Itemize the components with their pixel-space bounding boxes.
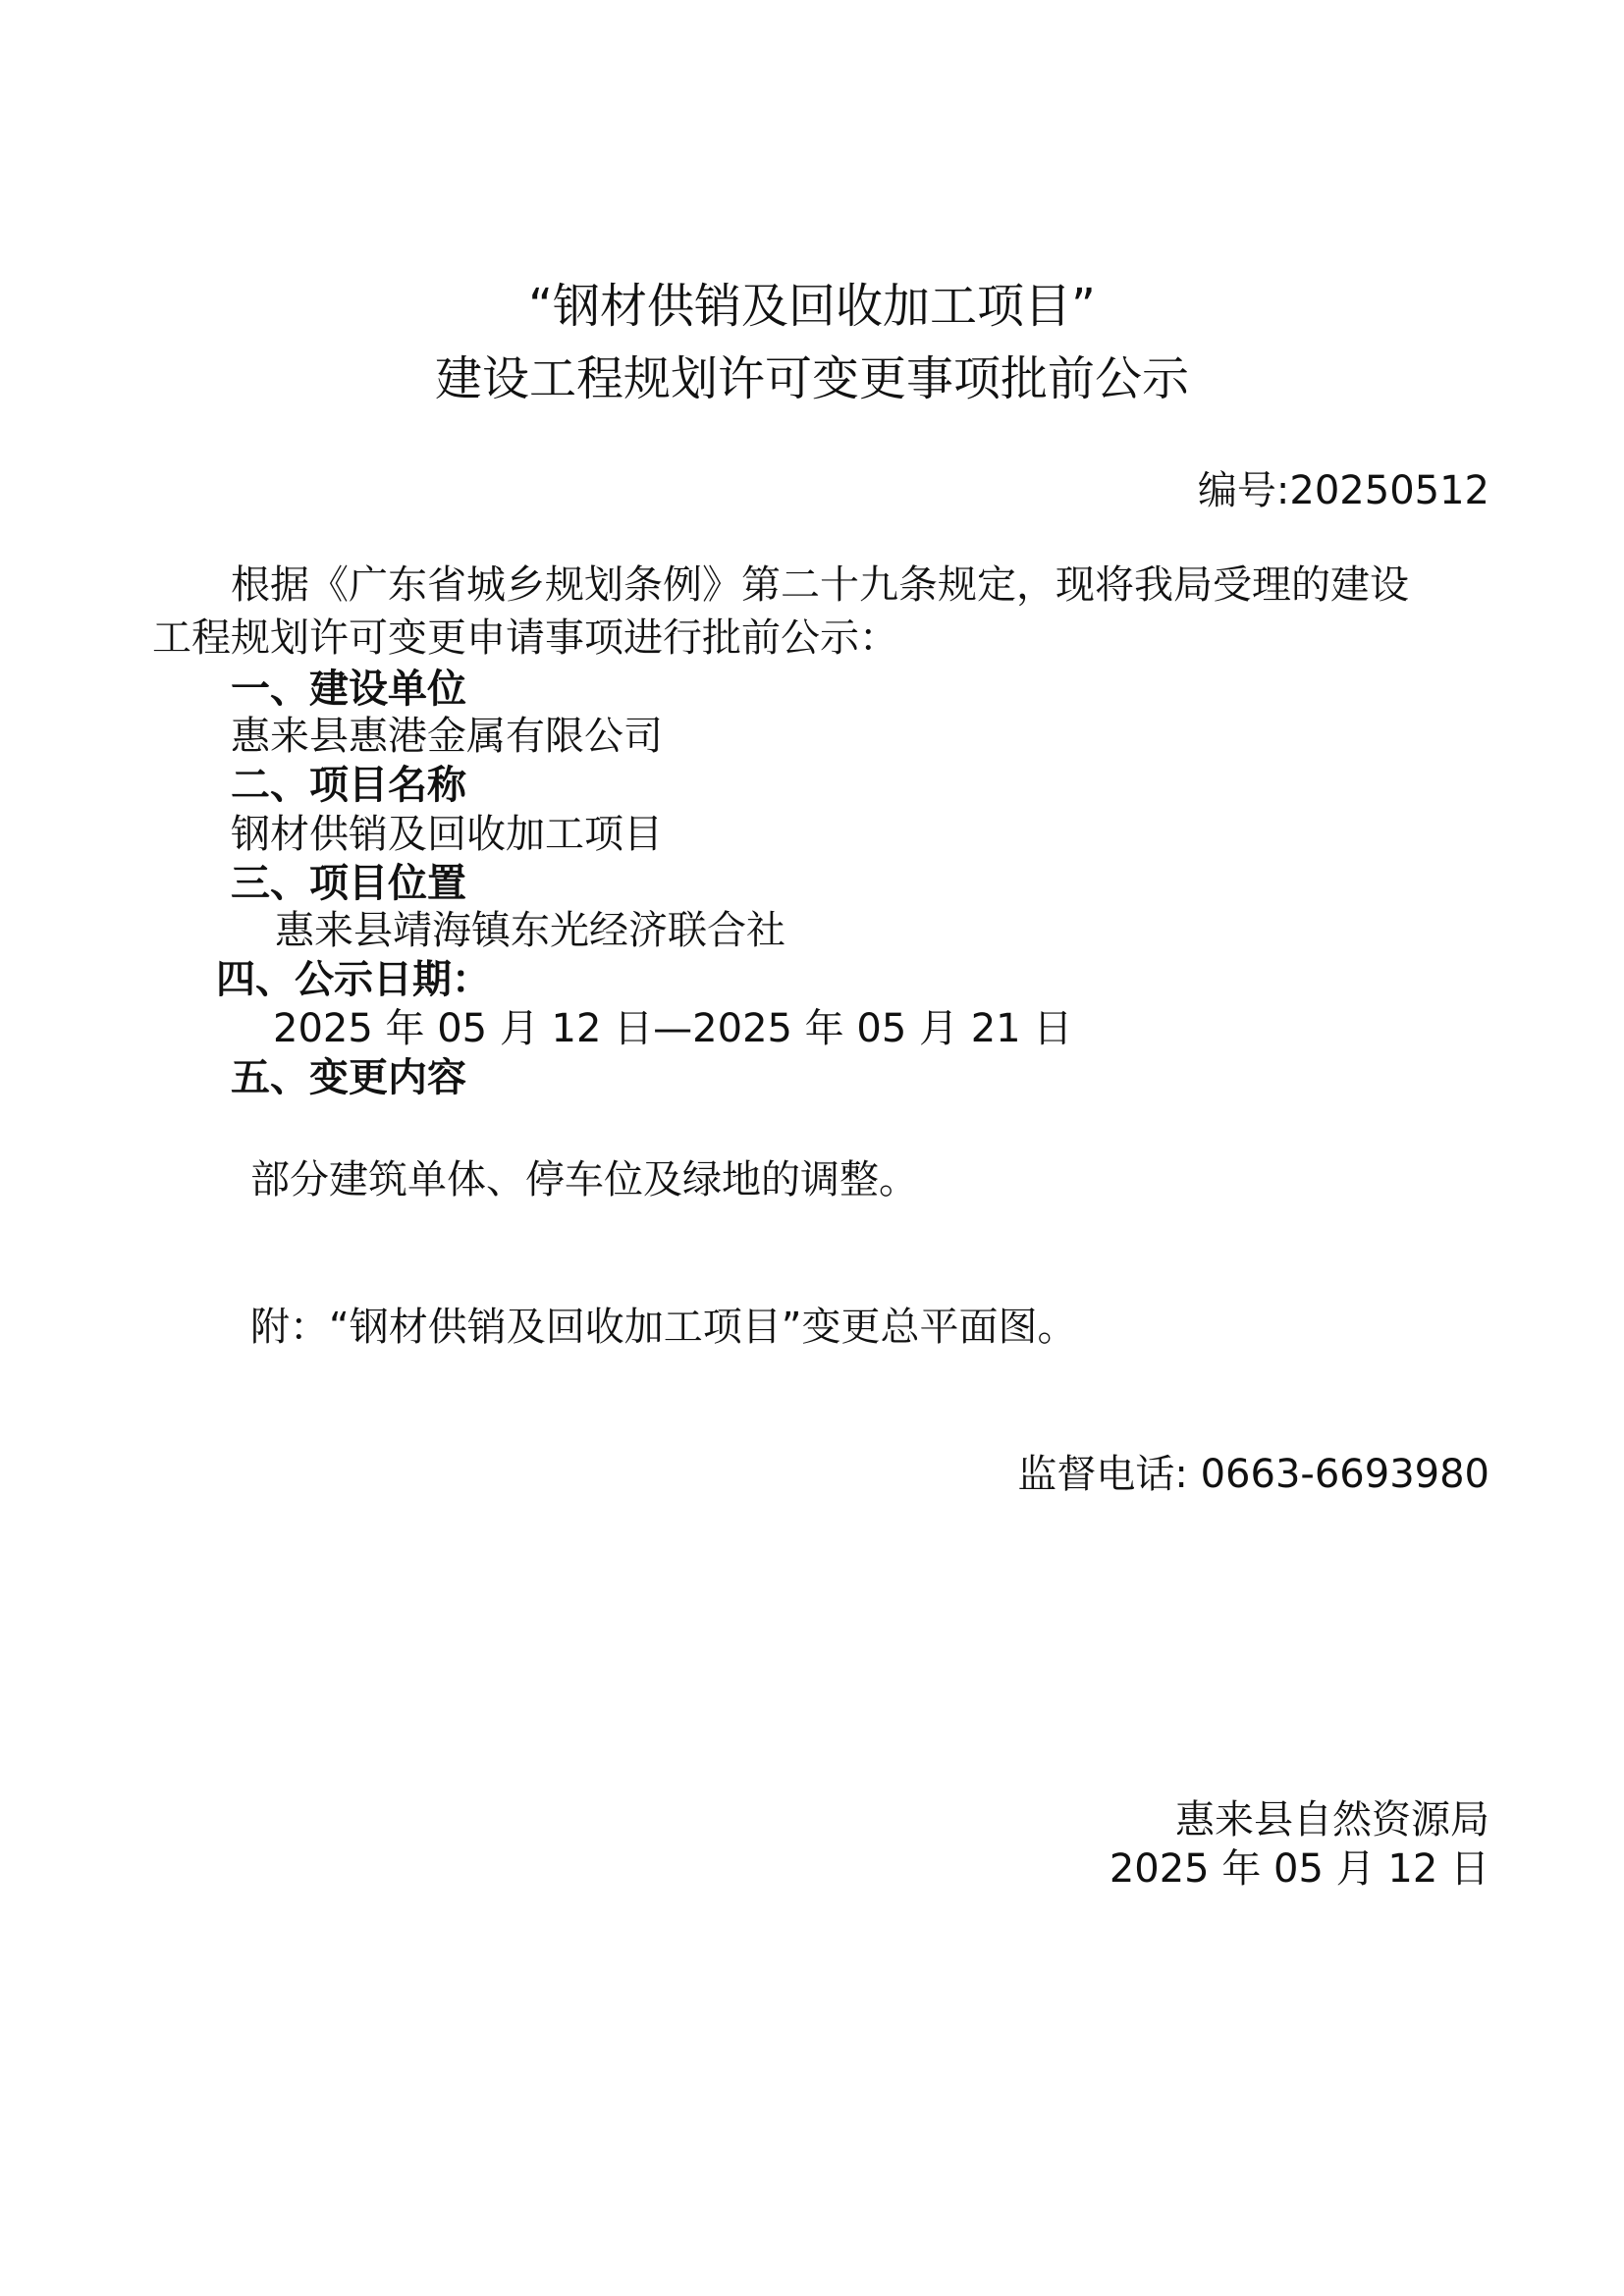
section-heading-change: 五、变更内容 [231,1055,466,1100]
intro-line-1: 根据《广东省城乡规划条例》第二十九条规定，现将我局受理的建设 [231,562,1409,608]
section-value-period: 2025 年 05 月 12 日—2025 年 05 月 21 日 [273,1006,1073,1051]
section-value-unit: 惠来县惠港金属有限公司 [231,714,663,759]
section-heading-project-name: 二、项目名称 [231,763,466,808]
section-value-location: 惠来县靖海镇东光经济联合社 [275,908,785,953]
intro-line-2: 工程规划许可变更申请事项进行批前公示： [152,615,898,661]
title-line-2: 建设工程规划许可变更事项批前公示 [434,351,1189,406]
issuing-authority: 惠来县自然资源局 [1175,1797,1489,1842]
attachment-note: 附：“钢材供销及回收加工项目”变更总平面图。 [250,1305,1077,1350]
section-heading-unit: 一、建设单位 [231,667,466,712]
section-heading-location: 三、项目位置 [231,861,466,906]
title-line-1: “钢材供销及回收加工项目” [528,279,1096,334]
section-value-project-name: 钢材供销及回收加工项目 [231,812,663,857]
issue-date: 2025 年 05 月 12 日 [1109,1846,1489,1892]
section-value-change: 部分建筑单体、停车位及绿地的调整。 [250,1157,918,1202]
serial-number: 编号:20250512 [1197,468,1489,513]
supervision-hotline: 监督电话: 0663-6693980 [1017,1452,1489,1497]
section-heading-period: 四、公示日期： [216,957,491,1002]
